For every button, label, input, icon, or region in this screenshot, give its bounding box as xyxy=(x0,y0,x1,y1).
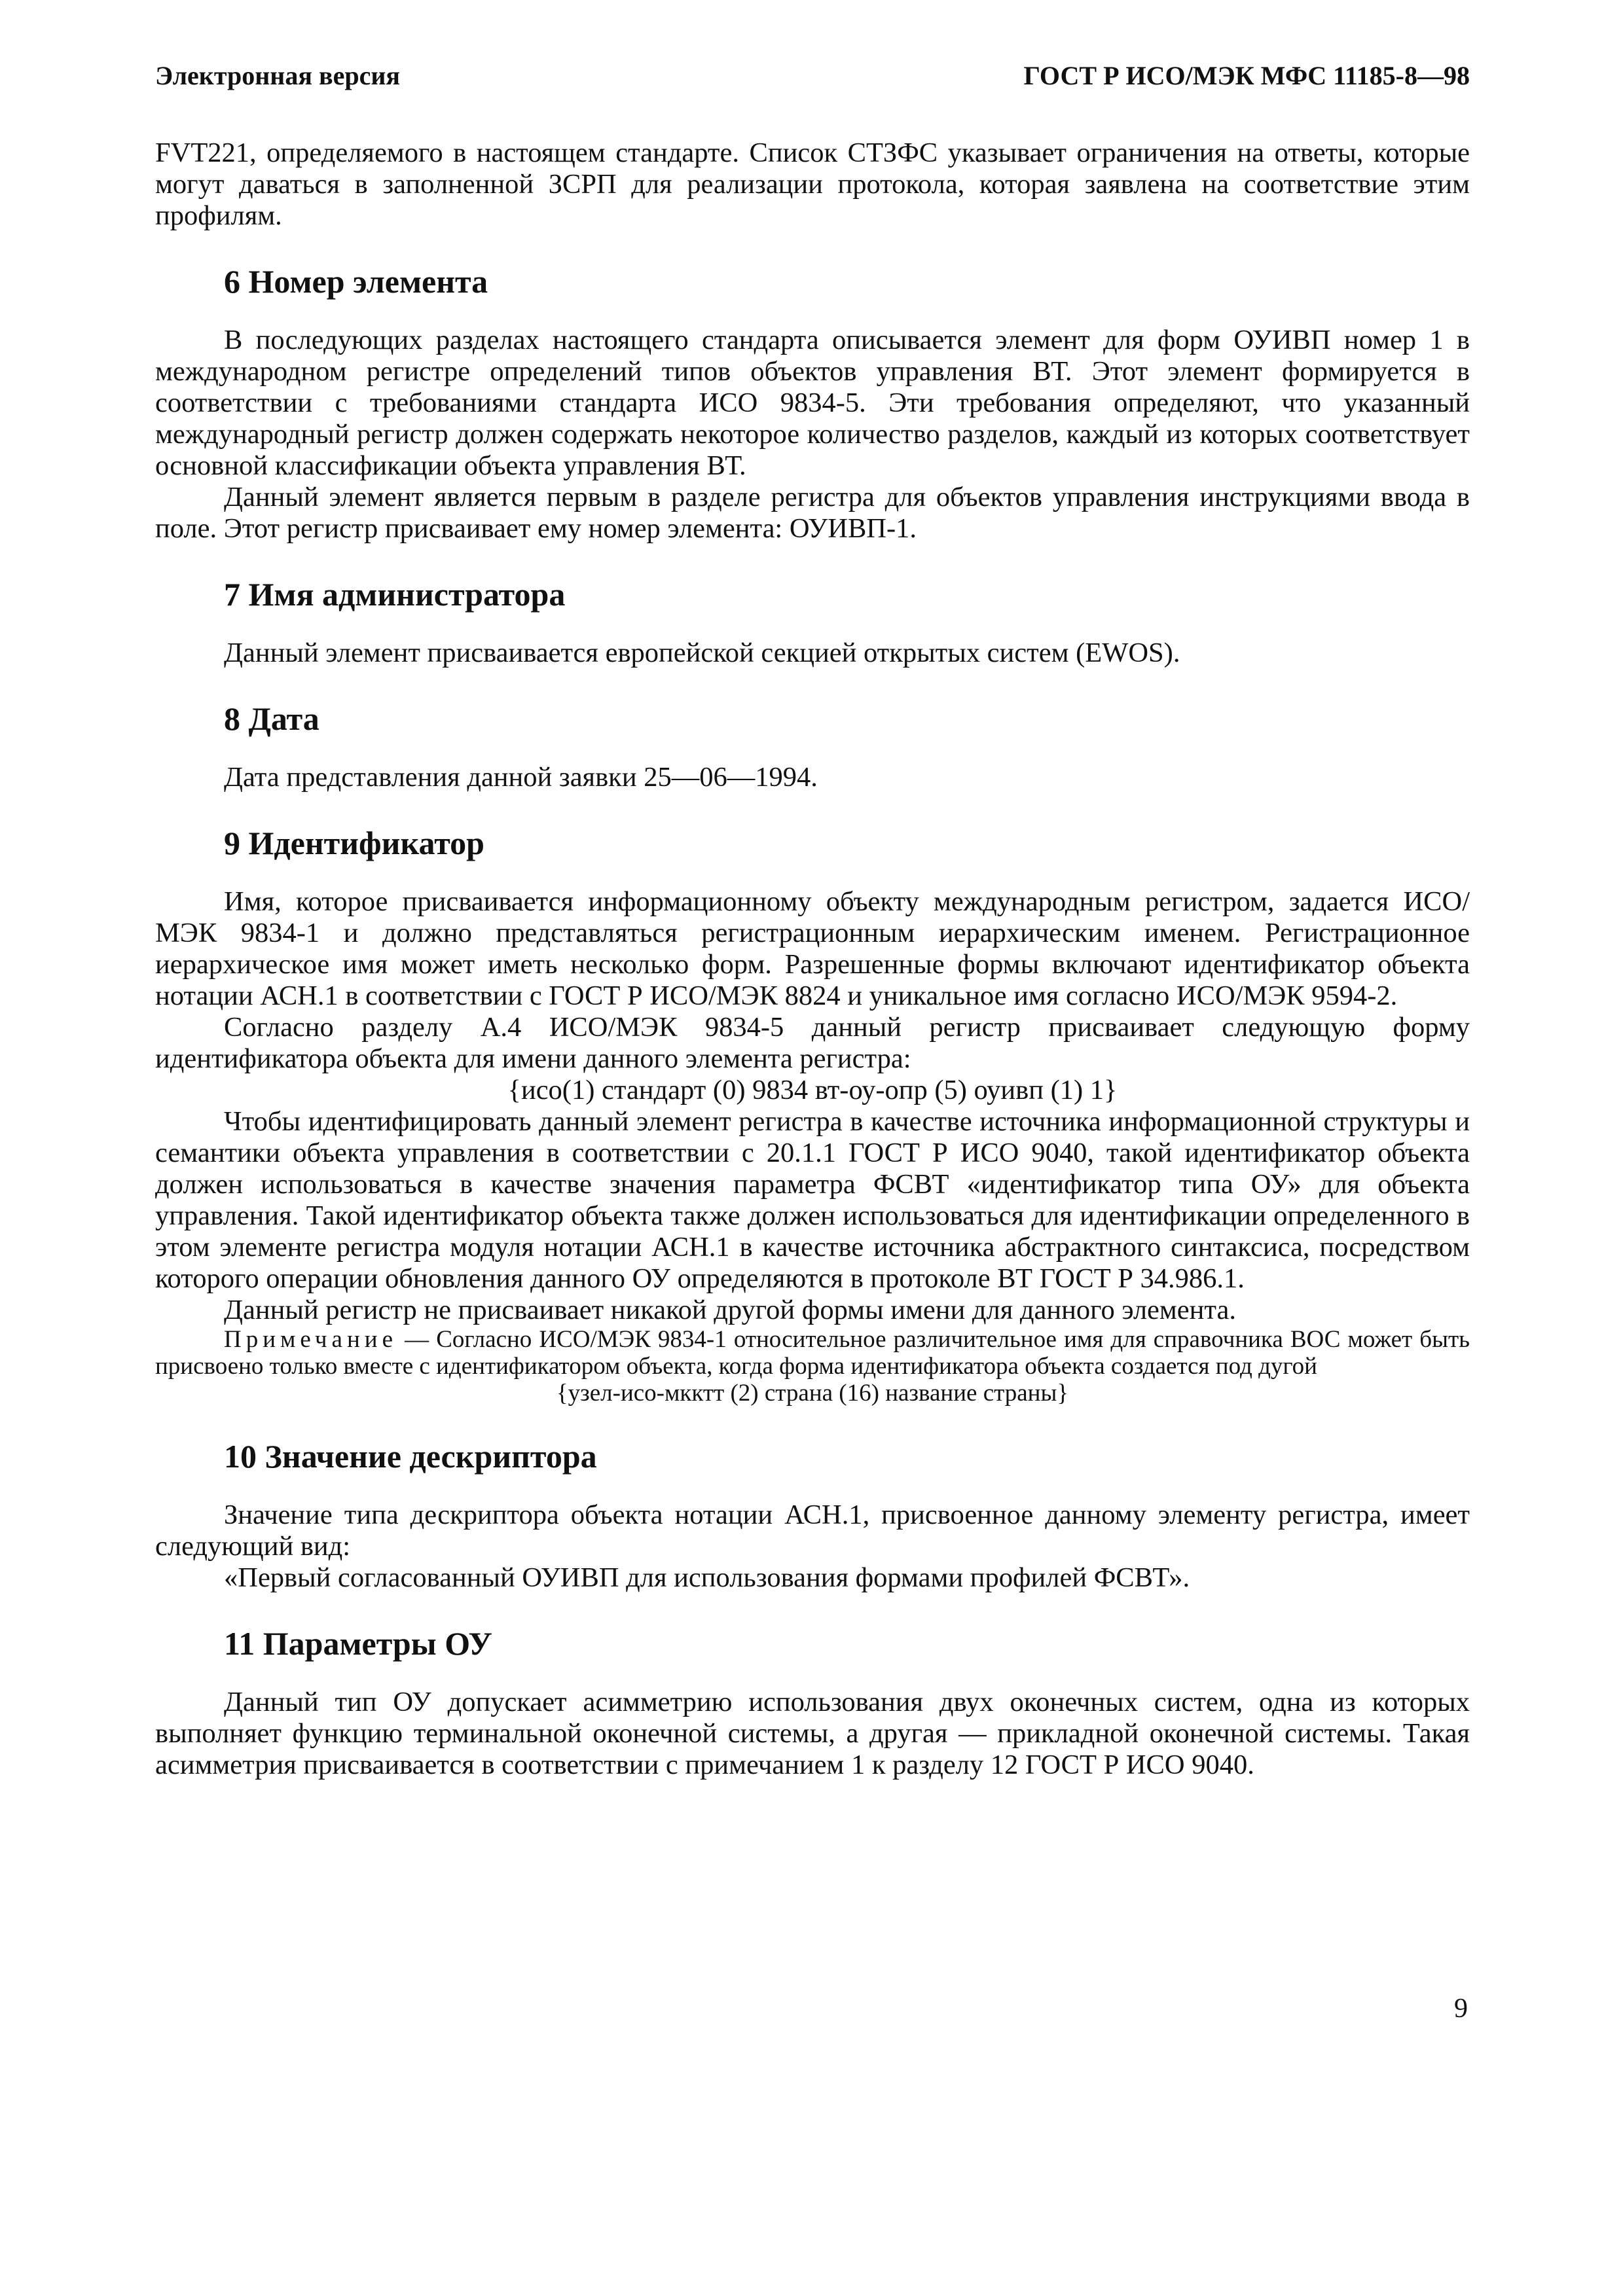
object-identifier-formula: {исо(1) стандарт (0) 9834 вт-оу-опр (5) оуивп (1) 1} xyxy=(507,1075,1118,1105)
header-edition-label: Электронная версия xyxy=(155,61,401,90)
section-9-paragraph-2: Согласно разделу А.4 ИСО/МЭК 9834-5 данный регистр присваивает следующую форму идентификатора объекта для имени данного элемента регистра: xyxy=(155,1012,1470,1074)
document-body xyxy=(155,137,1470,1781)
section-9-paragraph-4: Данный регистр не присваивает никакой другой формы имени для данного элемента. xyxy=(224,1295,1236,1325)
header-standard-code: ГОСТ Р ИСО/МЭК МФС 11185-8—98 xyxy=(1023,61,1470,90)
section-10-heading: 10 Значение дескриптора xyxy=(224,1438,597,1475)
note-formula: {узел-исо-мкктт (2) страна (16) название страны} xyxy=(556,1380,1069,1407)
section-6-heading: 6 Номер элемента xyxy=(224,263,488,300)
section-10-paragraph-2: «Первый согласованный ОУИВП для использования формами профилей ФСВТ». xyxy=(224,1562,1190,1593)
section-9-paragraph-1: Имя, которое присваивается информационному объекту международным регистром, задается ИСО/МЭК 9834-1 и должно представляться регистрационным иерархическим именем. Регистрационное иерархическое имя может иметь несколько форм. Разрешенные формы включают идентификатор объекта нотации АСН.1 в соответствии с ГОСТ Р ИСО/МЭК 8824 и уникальное имя согласно ИСО/МЭК 9594-2. xyxy=(155,886,1470,1011)
section-8-paragraph-1: Дата представления данной заявки 25—06—1994. xyxy=(224,762,818,793)
section-8-heading: 8 Дата xyxy=(224,700,319,737)
section-6-paragraph-2: Данный элемент является первым в разделе регистра для объектов управления инструкциями ввода в поле. Этот регистр присваивает ему номер элемента: ОУИВП-1. xyxy=(155,482,1470,544)
section-7-heading: 7 Имя администратора xyxy=(224,576,566,613)
section-7-paragraph-1: Данный элемент присваивается европейской секцией открытых систем (EWOS). xyxy=(224,637,1180,668)
section-11-paragraph-1: Данный тип ОУ допускает асимметрию использования двух оконечных систем, одна из которых выполняет функцию терминальной оконечной системы, а другая — прикладной оконечной системы. Такая асимметрия присваивается в соответствии с примечанием 1 к разделу 12 ГОСТ Р ИСО 9040. xyxy=(155,1687,1470,1780)
section-6-paragraph-1: В последующих разделах настоящего стандарта описывается элемент для форм ОУИВП номер 1 в международном регистре определений типов объектов управления ВТ. Этот элемент формируется в соответствии с требованиями стандарта ИСО 9834-5. Эти требования определяют, что указанный международный регистр должен содержать некоторое количество разделов, каждый из которых соответствует основной классификации объекта управления ВТ. xyxy=(155,325,1470,481)
section-9-heading: 9 Идентификатор xyxy=(224,825,484,861)
section-10-paragraph-1: Значение типа дескриптора объекта нотации АСН.1, присвоенное данному элементу регистра, имеет следующий вид: xyxy=(155,1499,1470,1562)
note-label: Примечание xyxy=(224,1326,397,1353)
section-11-heading: 11 Параметры ОУ xyxy=(224,1625,492,1662)
section-9-note xyxy=(155,1326,1470,1380)
section-9-paragraph-3: Чтобы идентифицировать данный элемент регистра в качестве источника информационной структуры и семантики объекта управления в соответствии с 20.1.1 ГОСТ Р ИСО 9040, такой идентификатор объекта должен использоваться в качестве значения параметра ФСВТ «идентификатор типа ОУ» для объекта управления. Такой идентификатор объекта также должен использоваться для идентификации определенного в этом элементе регистра модуля нотации АСН.1 в качестве источника абстрактного синтаксиса, посредством которого операции обновления данного ОУ определяются в протоколе ВТ ГОСТ Р 34.986.1. xyxy=(155,1106,1470,1294)
intro-paragraph: FVT221, определяемого в настоящем стандарте. Список СТЗФС указывает ограничения на ответы, которые могут даваться в заполненной ЗСРП для реализации протокола, которая заявлена на соответствие этим профилям. xyxy=(155,137,1470,231)
page-number: 9 xyxy=(1454,1994,1468,2024)
note-text: — Согласно ИСО/МЭК 9834-1 относительное различительное имя для справочника ВОС может быть присвоено только вместе с идентификатором объекта, когда форма идентификатора объекта создается под дугой xyxy=(155,1326,1470,1380)
